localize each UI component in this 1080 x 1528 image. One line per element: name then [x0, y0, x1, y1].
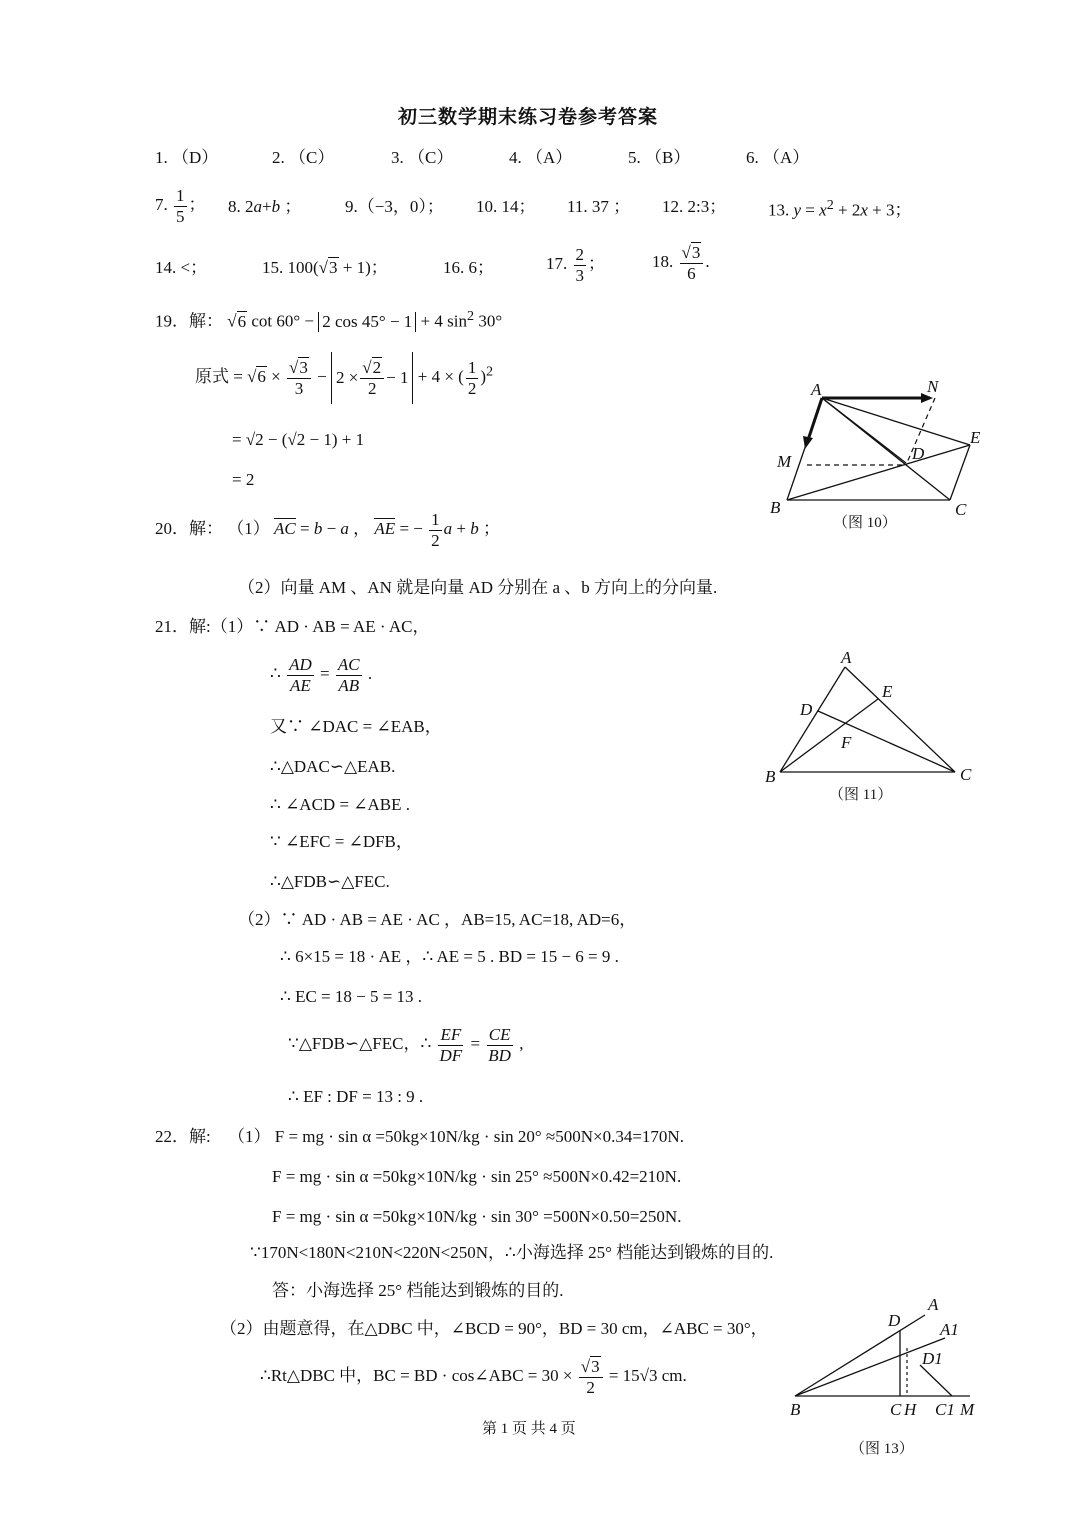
fig11-label-A: A: [841, 648, 852, 667]
fig10-label-A: A: [811, 380, 822, 399]
fig13-label-D: D: [888, 1311, 901, 1330]
q21-part-2-step-3: ∵△FDB∽△FEC，∴ $\frac{EF}{DF}$ = $\frac{CE}{BD}$ ,: [288, 1025, 524, 1065]
fig10-label-C: C: [955, 500, 967, 519]
fig11-caption: （图 11）: [829, 787, 893, 803]
mc-answer-5: 5. （B）: [628, 148, 691, 167]
q21-part-2-step-1: ∴ 6×15 = 18 · AE ，∴ AE = 5 . BD = 15 − 6 = 9 .: [280, 947, 619, 966]
fig13-label-A: A: [928, 1295, 939, 1314]
q22-part-2-given: （2）由题意得，在△DBC 中，∠BCD = 90°，BD = 30 cm，∠ABC = 30°，: [220, 1319, 768, 1338]
fill-answer-11: 11. 37 ；: [567, 197, 631, 216]
q22-part-2-calc: ∴Rt△DBC 中，BC = BD · cos∠ABC = 30 × $\frac{√3}{2}$ = 15√3 cm.: [260, 1357, 687, 1397]
q19-step-3: = 2: [232, 470, 255, 489]
fig10-label-B: B: [770, 498, 781, 517]
fill-answer-9: 9.（−3，0）；: [345, 197, 444, 216]
fig13-label-C1: C1: [935, 1400, 955, 1419]
q21-step-6: ∵ ∠EFC = ∠DFB，: [270, 832, 413, 851]
q21-ratio: ∴ $\frac{AD}{AE}$ = $\frac{AC}{AB}$ .: [270, 655, 373, 695]
figure-11: [755, 645, 985, 815]
mc-answer-3: 3. （C）: [391, 148, 454, 167]
fig10-label-E: E: [970, 428, 981, 447]
q22-line-2: F = mg · sin α =50kg×10N/kg · sin 25° ≈500N×0.42=210N.: [272, 1167, 682, 1186]
fill-answer-10: 10. 14；: [476, 197, 536, 216]
mc-answer-6: 6. （A）: [746, 148, 810, 167]
fig10-label-N: N: [927, 377, 939, 396]
page-title: 初三数学期末练习卷参考答案: [398, 107, 659, 128]
fig11-label-B: B: [765, 767, 776, 786]
fig13-label-D1: D1: [922, 1349, 943, 1368]
fig11-label-E: E: [882, 682, 893, 701]
fig10-caption: （图 10）: [833, 515, 897, 531]
figure-10: [765, 375, 995, 540]
mc-answer-4: 4. （A）: [509, 148, 573, 167]
q21-step-7: ∴△FDB∽△FEC.: [270, 872, 390, 891]
fill-answer-15: 15. 100(√3 + 1)；: [262, 258, 388, 277]
q22-head: 22．解:: [155, 1127, 211, 1146]
fig13-caption: （图 13）: [850, 1441, 914, 1457]
fig10-label-M: M: [777, 452, 792, 471]
q21-part-1: 21．解:（1）∵ AD · AB = AE · AC，: [155, 617, 430, 636]
q22-line-3: F = mg · sin α =50kg×10N/kg · sin 30° =500N×0.50=250N.: [272, 1207, 682, 1226]
q21-step-4: ∴△DAC∽△EAB.: [270, 757, 396, 776]
q22-answer: 答：小海选择 25° 档能达到锻炼的目的.: [272, 1281, 564, 1300]
figure-13: [780, 1290, 1000, 1465]
fig10-label-D: D: [912, 444, 925, 463]
fill-answer-17: 17. $\frac{2}{3}$ ；: [546, 245, 605, 285]
fig13-label-C: C: [890, 1400, 902, 1419]
mc-answer-1: 1. （D）: [155, 148, 219, 167]
fig11-label-D: D: [800, 700, 813, 719]
fig13-label-A1: A1: [940, 1320, 959, 1339]
q21-part-2-step-2: ∴ EC = 18 − 5 = 13 .: [280, 987, 423, 1006]
q21-step-5: ∴ ∠ACD = ∠ABE .: [270, 795, 411, 814]
q20-part-2: （2）向量 AM 、AN 就是向量 AD 分别在 a 、b 方向上的分向量.: [238, 578, 718, 597]
fig11-label-F: F: [841, 733, 852, 752]
fig13-label-M: M: [960, 1400, 975, 1419]
q20-part-1: 20．解： （1） AC = b − a ， AE = − $\frac{1}{2}$ a + b ；: [155, 510, 500, 550]
fig11-label-C: C: [960, 765, 972, 784]
q21-part-2-step-4: ∴ EF : DF = 13 : 9 .: [288, 1087, 424, 1106]
page-footer: 第 1 页 共 4 页: [482, 1421, 576, 1437]
mc-answer-2: 2. （C）: [272, 148, 335, 167]
fill-answer-16: 16. 6；: [443, 258, 494, 277]
fig13-label-B: B: [790, 1400, 801, 1419]
q21-part-2-given: （2）∵ AD · AB = AE · AC ，AB=15, AC=18, AD=6，: [238, 910, 637, 929]
fill-answer-18: 18. $\frac{√3}{6}$ .: [652, 243, 710, 283]
fill-answer-12: 12. 2:3；: [662, 197, 727, 216]
q22-line-1: （1） F = mg · sin α =50kg×10N/kg · sin 20° ≈500N×0.34=170N.: [228, 1127, 684, 1146]
q22-line-4: ∵170N<180N<210N<220N<250N，∴小海选择 25° 档能达到锻炼的目的.: [250, 1243, 774, 1262]
fill-answer-13: 13. $y = x^2 + 2x + 3$；: [768, 197, 912, 220]
fig13-label-H: H: [904, 1400, 917, 1419]
q19-step-1: 原式 = √6 × $\frac{√3}{3}$ − 2 × √2 2 − 1 + 4 × ( $\frac{1}{2}$ )$^2$: [195, 352, 493, 404]
fill-answer-14: 14. <；: [155, 258, 208, 277]
q19-problem: 19．解： √6 cot 60° − 2 cos 45° − 1 + 4 $\sin^2 30^\circ$: [155, 308, 503, 331]
fill-answer-7: 7. $\frac{1}{5}$ ；: [155, 186, 206, 226]
q21-step-3: 又∵ ∠DAC = ∠EAB，: [270, 717, 442, 736]
q19-step-2: = √2 − (√2 − 1) + 1: [232, 430, 365, 449]
fill-answer-8: 8. 2a+b ；: [228, 197, 302, 216]
